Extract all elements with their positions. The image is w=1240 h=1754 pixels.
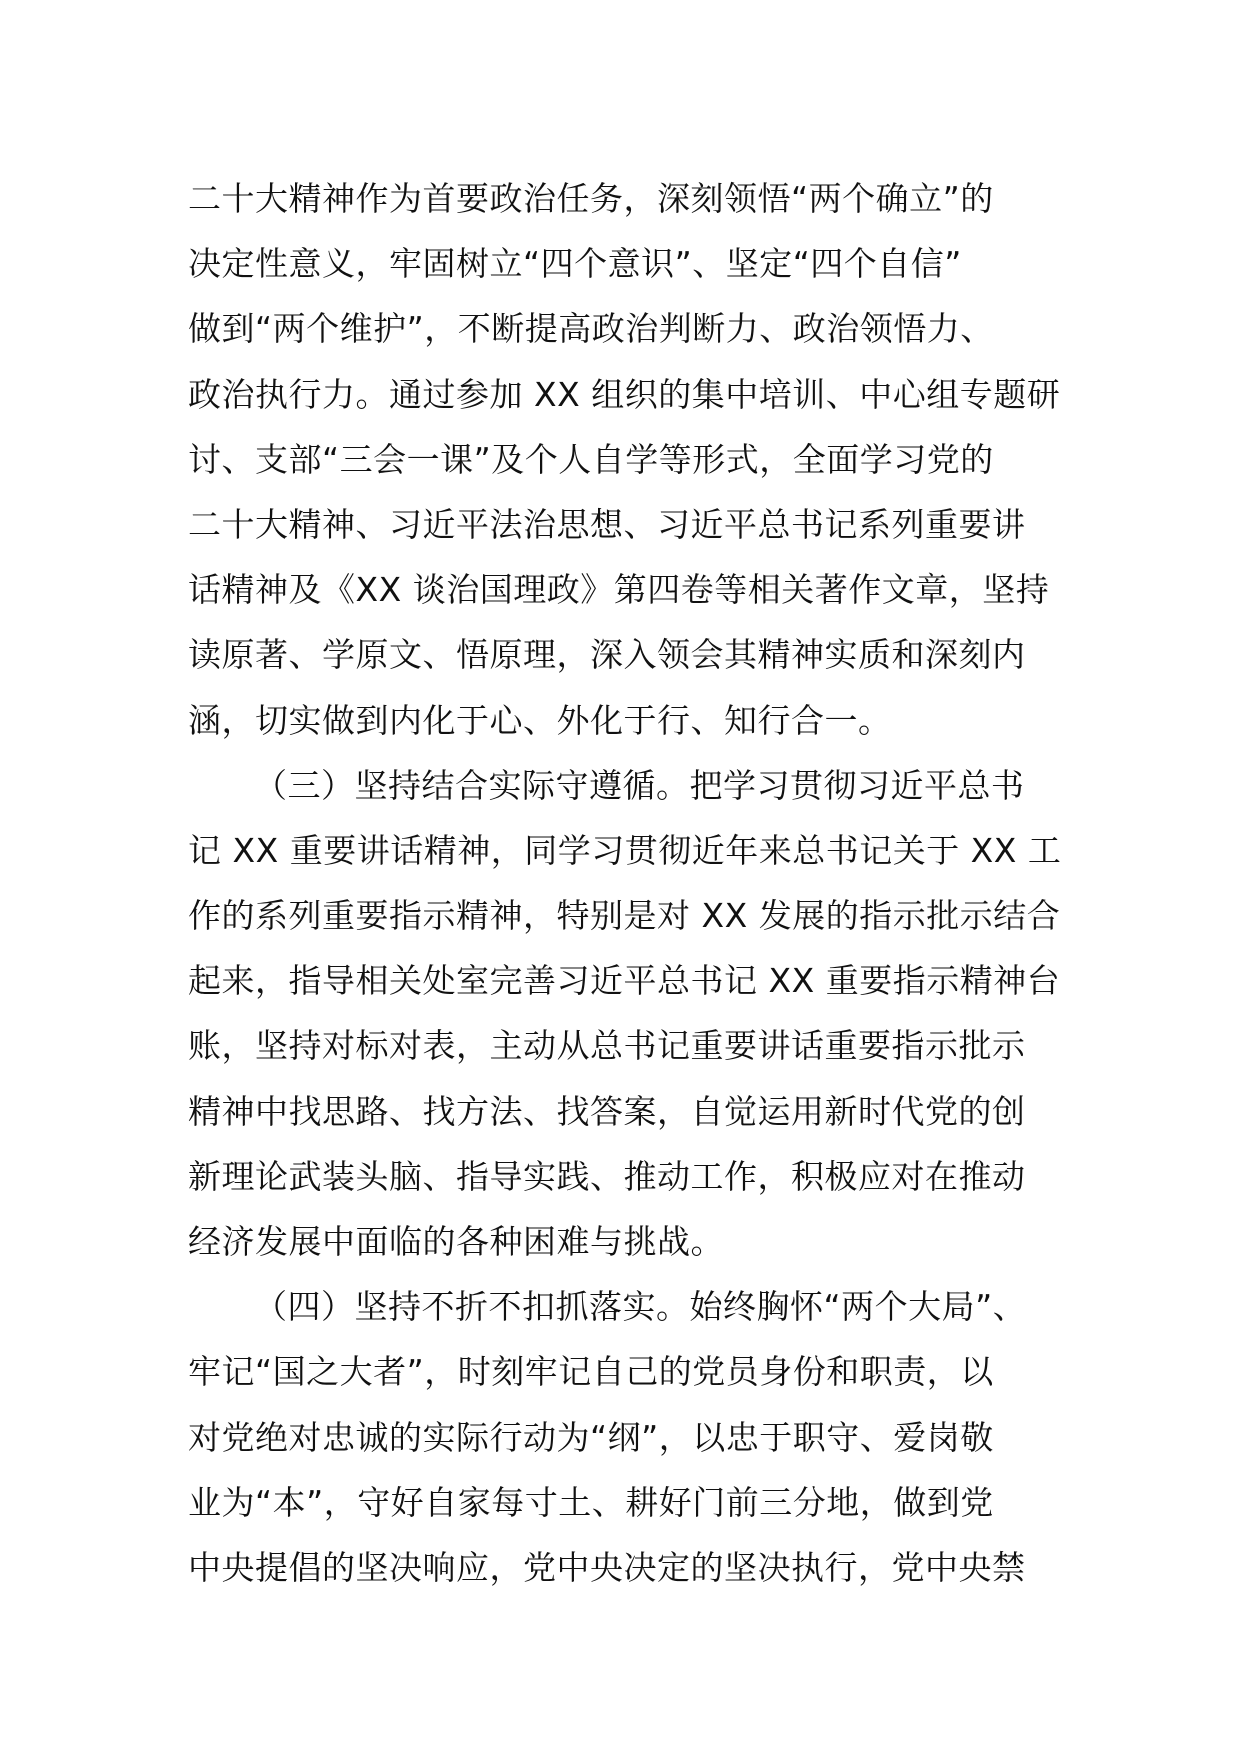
text-line: 记 XX 重要讲话精神，同学习贯彻近年来总书记关于 XX 工	[188, 830, 1062, 870]
text-line: 账，坚持对标对表，主动从总书记重要讲话重要指示批示	[188, 1026, 1026, 1066]
text-line: 决定性意义，牢固树立“四个意识”、坚定“四个自信”	[188, 244, 962, 284]
text-line: 二十大精神、习近平法治思想、习近平总书记系列重要讲	[188, 504, 1026, 544]
text-line: 对党绝对忠诚的实际行动为“纲”，以忠于职守、爱岗敬	[188, 1417, 994, 1457]
text-line: 中央提倡的坚决响应，党中央决定的坚决执行，党中央禁	[188, 1547, 1026, 1587]
section-heading-line: （三）坚持结合实际守遵循。把学习贯彻习近平总书	[254, 765, 1025, 805]
body-text	[188, 166, 1068, 1600]
text-line: 经济发展中面临的各种困难与挑战。	[188, 1222, 724, 1261]
text-line: 讨、支部“三会一课”及个人自学等形式，全面学习党的	[188, 439, 994, 479]
text-line: 新理论武装头脑、指导实践、推动工作，积极应对在推动	[188, 1156, 1026, 1196]
text-line: 精神中找思路、找方法、找答案，自觉运用新时代党的创	[188, 1091, 1026, 1131]
text-line: 政治执行力。通过参加 XX 组织的集中培训、中心组专题研	[188, 374, 1061, 414]
section-heading-line: （四）坚持不折不扣抓落实。始终胸怀“两个大局”、	[254, 1287, 1027, 1327]
text-line: 起来，指导相关处室完善习近平总书记 XX 重要指示精神台	[188, 961, 1061, 1001]
text-line: 牢记“国之大者”，时刻牢记自己的党员身份和职责，以	[188, 1352, 994, 1392]
text-line: 业为“本”，守好自家每寸土、耕好门前三分地，做到党	[188, 1482, 994, 1522]
text-line: 二十大精神作为首要政治任务，深刻领悟“两个确立”的	[188, 179, 994, 218]
text-line: 话精神及《XX 谈治国理政》第四卷等相关著作文章，坚持	[188, 570, 1050, 610]
text-line: 读原著、学原文、悟原理，深入领会其精神实质和深刻内	[188, 635, 1026, 675]
text-line: 作的系列重要指示精神，特别是对 XX 发展的指示批示结合	[188, 896, 1061, 936]
text-line: 涵，切实做到内化于心、外化于行、知行合一。	[188, 700, 892, 740]
text-line: 做到“两个维护”，不断提高政治判断力、政治领悟力、	[188, 309, 994, 349]
